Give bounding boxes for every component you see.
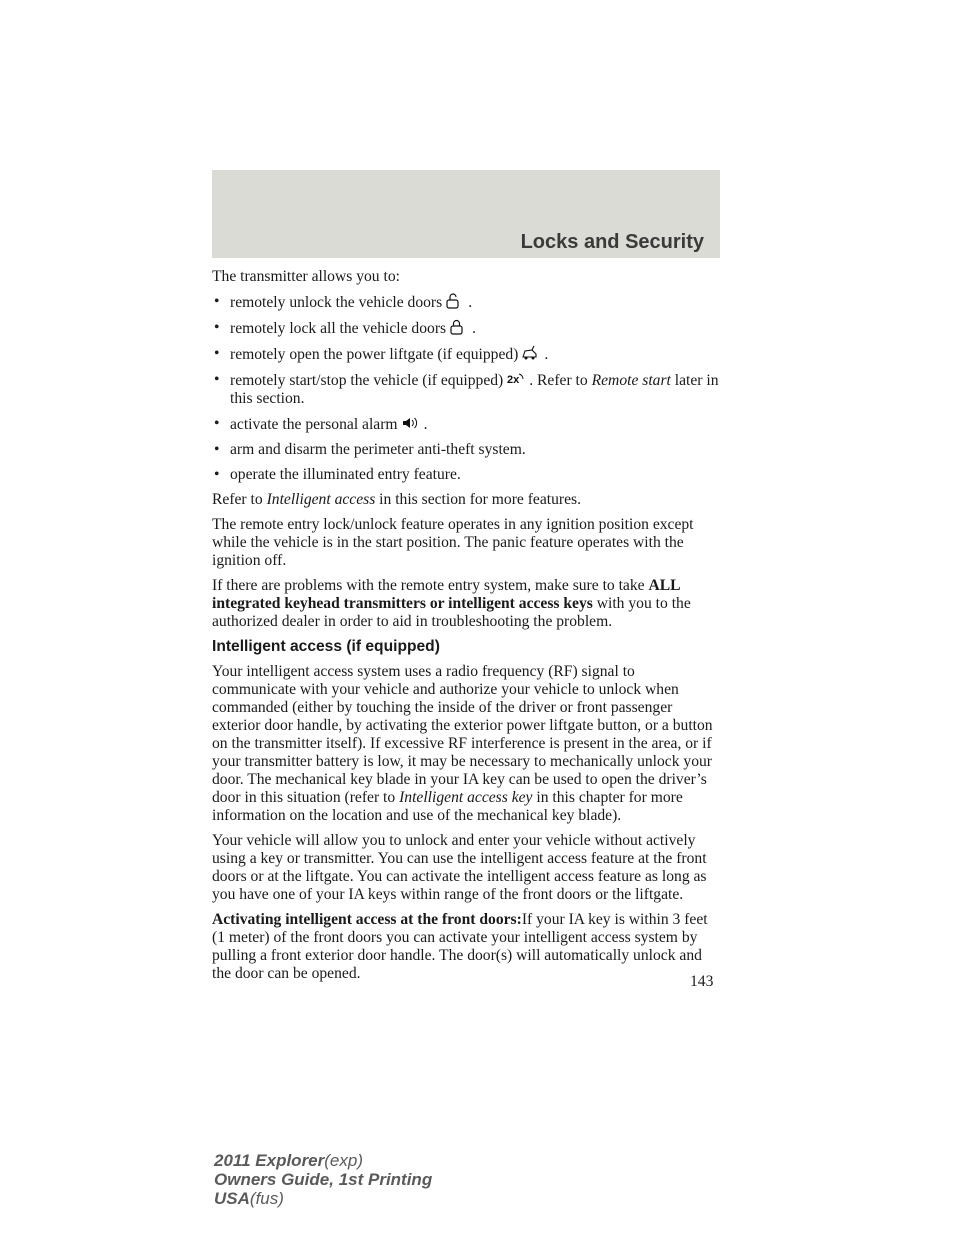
list-item: • remotely start/stop the vehicle (if equipped) 2x . Refer to Remote start later in this section. [214,371,719,407]
print-footer: 2011 Explorer(exp) Owners Guide, 1st Printing USA(fus) [214,1151,433,1208]
lock-icon [448,319,468,335]
refer-paragraph: Refer to Intelligent access in this section for more features. [212,491,581,508]
list-item: • arm and disarm the perimeter anti-theft system. [214,441,526,458]
bold-emphasis: ALL integrated keyhead transmitters or intelligent access keys [212,577,680,612]
page-content [212,268,720,990]
list-item: • activate the personal alarm . [214,415,428,433]
intelligent-access-heading: Intelligent access (if equipped) [212,638,440,655]
transmitter-features-list [212,293,720,484]
liftgate-icon [520,345,540,361]
remote-start-2x-icon [505,371,525,387]
section-header-band [212,170,720,258]
list-item: • operate the illuminated entry feature. [214,466,461,483]
list-item: • remotely open the power liftgate (if equipped) . [214,345,549,363]
page-number: 143 [690,973,714,990]
intro-text: The transmitter allows you to: [212,268,400,285]
cross-reference: Intelligent access [266,491,376,508]
intelligent-access-paragraph-2: Your vehicle will allow you to unlock and enter your vehicle without actively using a key or transmitter. You can use the intelligent access feature at the front doors or at the liftgate. You can activate the intelligent access feature as long as you have one of your IA keys within range of the front doors or the liftgate. [212,832,707,903]
problems-paragraph: If there are problems with the remote entry system, make sure to take ALL integrated keyhead transmitters or intelligent access keys with you to the authorized dealer in order to aid in troubleshooting the problem. [212,577,691,630]
unlock-icon [444,293,464,309]
svg-text:2x: 2x [507,374,520,386]
section-title: Locks and Security [520,231,704,253]
cross-reference: Intelligent access key [399,789,533,806]
list-item: • remotely unlock the vehicle doors . [214,293,473,311]
intelligent-access-paragraph-1: Your intelligent access system uses a radio frequency (RF) signal to communicate with your vehicle and authorize your vehicle to unlock when commanded (either by touching the inside of the driver or front passenger exterior door handle, by activating the exterior power liftgate button, or a button on the transmitter itself). If excessive RF interference is present in the area, or if your transmitter battery is low, it may be necessary to mechanically unlock your door. The mechanical key blade in your IA key can be used to open the driver’s door in this situation (refer to Intelligent access key in this chapter for more information on the location and use of the mechanical key blade). [212,663,713,824]
remote-entry-paragraph: The remote entry lock/unlock feature operates in any ignition position except while the vehicle is in the start position. The panic feature operates with the ignition off. [212,516,694,569]
front-doors-paragraph: Activating intelligent access at the front doors:If your IA key is within 3 feet (1 meter) of the front doors you can activate your intelligent access system by pulling a front exterior door handle. The door(s) will automatically unlock and the door can be opened. [212,911,708,982]
list-item: • remotely lock all the vehicle doors . [214,319,476,337]
alarm-icon [400,415,420,431]
bold-emphasis: Activating intelligent access at the front doors: [212,911,522,928]
